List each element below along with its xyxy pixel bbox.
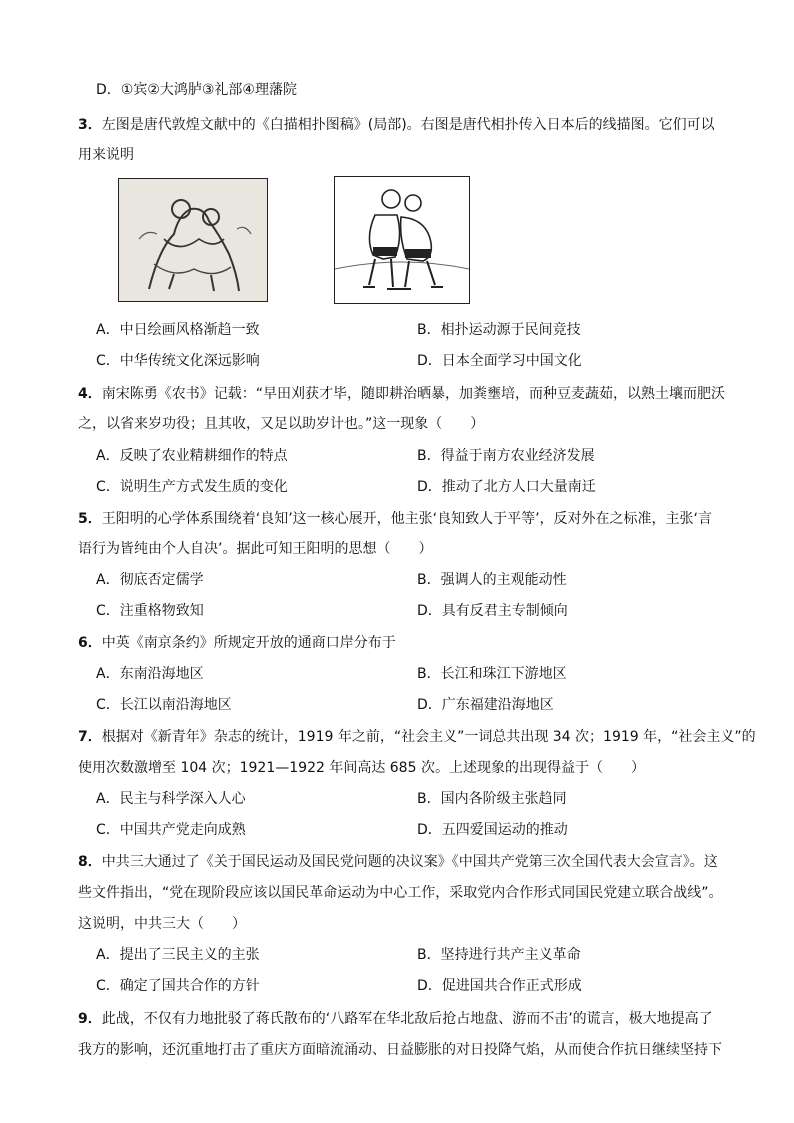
q8-option-b: B．坚持进行共产主义革命 (417, 947, 581, 963)
q3-line-2: 用来说明 (78, 147, 134, 163)
q6-option-a: A．东南沿海地区 (96, 666, 204, 682)
q7-line-2: 使用次数激增至 104 次；1921—1922 年间高达 685 次。上述现象的出现得益于（ ） (78, 760, 645, 776)
q6-number: 6． (78, 635, 102, 651)
q9-text-1: 此战，不仅有力地批驳了蒋氏散布的‘八路军在华北敌后抢占地盘、游而不击’的谎言，极大地提高了 (101, 1011, 713, 1027)
q6-text-1: 中英《南京条约》所规定开放的通商口岸分布于 (101, 635, 396, 651)
q6-option-b: B．长江和珠江下游地区 (417, 666, 567, 682)
q9-line-2: 我方的影响，还沉重地打击了重庆方面暗流涌动、日益膨胀的对日投降气焰，从而使合作抗日继续坚持下 (78, 1042, 722, 1058)
q4-line-2: 之，以省来岁功役；且其收，又足以助岁计也。”这一现象（ ） (78, 416, 485, 432)
q5-number: 5． (78, 511, 102, 527)
q8-option-c: C．确定了国共合作的方针 (96, 978, 260, 994)
q3-text-1: 左图是唐代敦煌文献中的《白描相扑图稿》(局部)。右图是唐代相扑传入日本后的线描图。它们可以 (101, 117, 715, 133)
q9-number: 9． (78, 1011, 102, 1027)
q8-number: 8． (78, 854, 102, 870)
q5-option-d: D．具有反君主专制倾向 (417, 603, 568, 619)
q3-line-1 (78, 115, 715, 135)
q7-line-1 (78, 727, 756, 747)
q7-option-a: A．民主与科学深入人心 (96, 791, 246, 807)
q6-line-1 (78, 633, 396, 653)
q8-option-a: A．提出了三民主义的主张 (96, 947, 260, 963)
q8-option-d: D．促进国共合作正式形成 (417, 978, 582, 994)
q5-line-2: 语行为皆纯由个人自决’。据此可知王阳明的思想（ ） (78, 541, 433, 557)
q5-option-a: A．彻底否定儒学 (96, 572, 204, 588)
q8-line-1 (78, 852, 718, 872)
q3-option-c: C．中华传统文化深远影响 (96, 353, 260, 369)
q7-option-d: D．五四爱国运动的推动 (417, 822, 568, 838)
q4-option-b: B．得益于南方农业经济发展 (417, 448, 595, 464)
q4-option-a: A．反映了农业精耕细作的特点 (96, 448, 288, 464)
q4-option-d: D．推动了北方人口大量南迁 (417, 479, 596, 495)
q4-line-1 (78, 384, 725, 404)
q6-option-d: D．广东福建沿海地区 (417, 697, 554, 713)
q3-option-a: A．中日绘画风格渐趋一致 (96, 322, 260, 338)
q3-option-d: D．日本全面学习中国文化 (417, 353, 582, 369)
q3-number: 3． (78, 117, 102, 133)
q7-text-1: 根据对《新青年》杂志的统计，1919 年之前，“社会主义”一词总共出现 34 次；1919 年，“社会主义”的 (101, 729, 756, 745)
q3-option-b: B．相扑运动源于民间竞技 (417, 322, 581, 338)
q5-option-b: B．强调人的主观能动性 (417, 572, 567, 588)
q8-text-1: 中共三大通过了《关于国民运动及国民党问题的决议案》《中国共产党第三次全国代表大会宣言》。这 (101, 854, 718, 870)
q8-line-3: 这说明，中共三大（ ） (78, 916, 246, 932)
q6-option-c: C．长江以南沿海地区 (96, 697, 232, 713)
q5-option-c: C．注重格物致知 (96, 603, 204, 619)
q5-line-1 (78, 509, 712, 529)
q8-line-2: 些文件指出，“党在现阶段应该以国民革命运动为中心工作，采取党内合作形式同国民党建立联合战线”。 (78, 885, 723, 901)
q5-text-1: 王阳明的心学体系围绕着‘良知’这一核心展开，他主张‘良知致人于平等’，反对外在之标准，主张‘言 (101, 511, 712, 527)
q9-line-1 (78, 1009, 713, 1029)
q7-option-b: B．国内各阶级主张趋同 (417, 791, 567, 807)
tang-sumo-sketch-image (118, 178, 268, 302)
q4-text-1: 南宋陈勇《农书》记载：“早田刈获才毕，随即耕治晒暴，加粪壅培，而种豆麦蔬茹，以熟土壤而肥沃 (101, 386, 726, 402)
q7-option-c: C．中国共产党走向成熟 (96, 822, 246, 838)
q2-option-d: D．①宾②大鸿胪③礼部④理藩院 (96, 82, 297, 98)
q4-option-c: C．说明生产方式发生质的变化 (96, 479, 288, 495)
japan-sumo-line-drawing-image (334, 176, 470, 304)
q4-number: 4． (78, 386, 102, 402)
q7-number: 7． (78, 729, 102, 745)
